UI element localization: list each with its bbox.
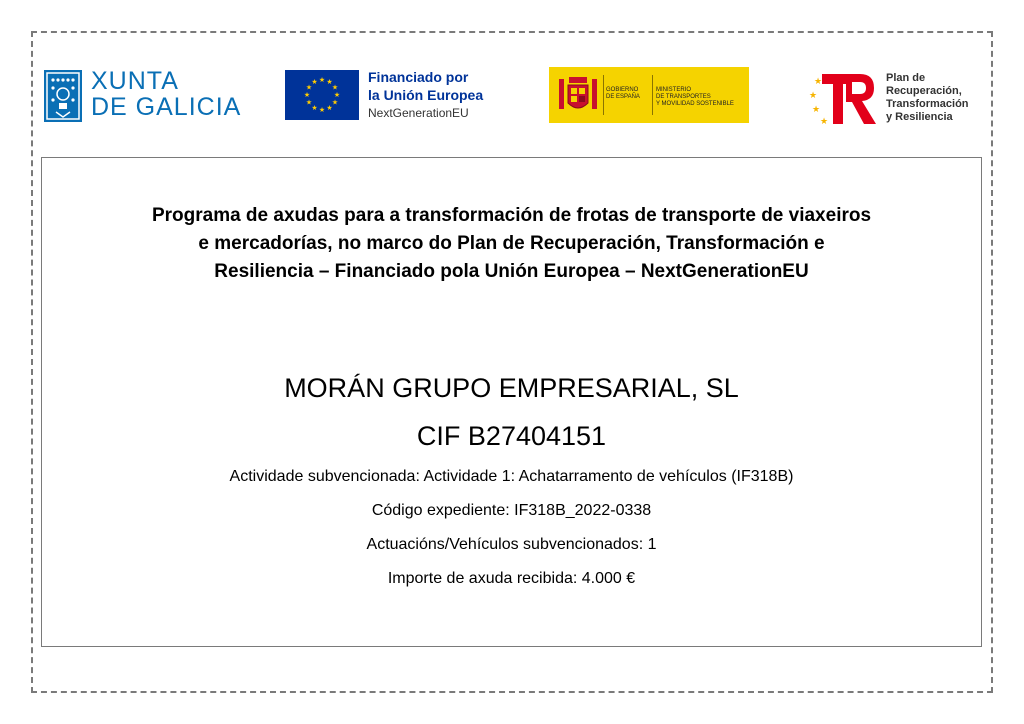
svg-text:★: ★ — [318, 76, 326, 84]
svg-text:★: ★ — [333, 91, 341, 99]
prtr-line-1: Plan de — [886, 72, 926, 84]
file-code-line: Código expediente: IF318B_2022-0338 — [371, 502, 652, 519]
xunta-line-2: DE GALICIA — [91, 93, 242, 121]
company-name: MORÁN GRUPO EMPRESARIAL, SL — [284, 373, 739, 403]
prtr-logo — [808, 68, 988, 128]
content-box — [41, 157, 982, 647]
spain-coat-of-arms-icon — [557, 73, 599, 117]
prtr-mark-icon — [808, 68, 880, 126]
logo-strip — [0, 60, 1024, 130]
activity-line: Actividade subvencionada: Actividade 1: Achatarramento de vehículos (IF318B) — [229, 468, 794, 485]
svg-text:★: ★ — [303, 91, 311, 99]
svg-text:★: ★ — [809, 91, 818, 101]
svg-text:★: ★ — [311, 78, 318, 86]
program-title-line-3: Resiliencia – Financiado pola Unión Europea – NextGenerationEU — [214, 261, 809, 282]
ministerio-line-b: DE TRANSPORTES — [656, 94, 711, 100]
cif-number: CIF B27404151 — [416, 421, 607, 451]
xunta-line-1: XUNTA — [91, 67, 179, 95]
prtr-line-4: y Resiliencia — [886, 111, 953, 123]
svg-text:★: ★ — [318, 106, 326, 114]
gobierno-divider — [603, 75, 604, 115]
eu-flag-icon — [285, 70, 359, 120]
svg-text:★: ★ — [305, 98, 313, 107]
gobierno-line-1a: GOBIERNO — [606, 87, 639, 93]
svg-text:★: ★ — [331, 83, 339, 92]
gobierno-espana-logo — [549, 67, 749, 123]
svg-text:★: ★ — [311, 104, 318, 112]
amount-line: Importe de axuda recibida: 4.000 € — [387, 570, 636, 587]
eu-funding-logo — [285, 70, 500, 122]
svg-text:★: ★ — [326, 78, 333, 86]
program-title — [62, 202, 961, 286]
svg-text:★: ★ — [326, 104, 333, 112]
gobierno-line-1b: DE ESPAÑA — [606, 94, 640, 100]
program-title-line-1: Programa de axudas para a transformación de frotas de transporte de viaxeiros — [151, 205, 872, 226]
svg-text:★: ★ — [814, 77, 823, 87]
program-title-line-2: e mercadorías, no marco do Plan de Recuperación, Transformación e — [198, 233, 825, 254]
ministerio-divider — [652, 75, 653, 115]
svg-text:★: ★ — [820, 117, 829, 126]
grant-details — [42, 460, 981, 596]
ministerio-line-c: Y MOVILIDAD SOSTENIBLE — [656, 101, 734, 107]
eu-line-2: la Unión Europea — [368, 87, 484, 103]
svg-text:★: ★ — [812, 105, 821, 115]
svg-text:★: ★ — [305, 83, 313, 92]
prtr-line-3: Transformación — [886, 98, 969, 110]
ministerio-line-a: MINISTERIO — [656, 87, 692, 93]
xunta-de-galicia-logo — [44, 68, 244, 126]
prtr-line-2: Recuperación, — [886, 85, 962, 97]
galicia-crest-icon — [44, 70, 82, 122]
eu-line-1: Financiado por — [368, 69, 469, 85]
vehicles-line: Actuacións/Vehículos subvencionados: 1 — [366, 536, 657, 553]
svg-text:★: ★ — [331, 98, 339, 107]
eu-line-3: NextGenerationEU — [368, 106, 469, 120]
